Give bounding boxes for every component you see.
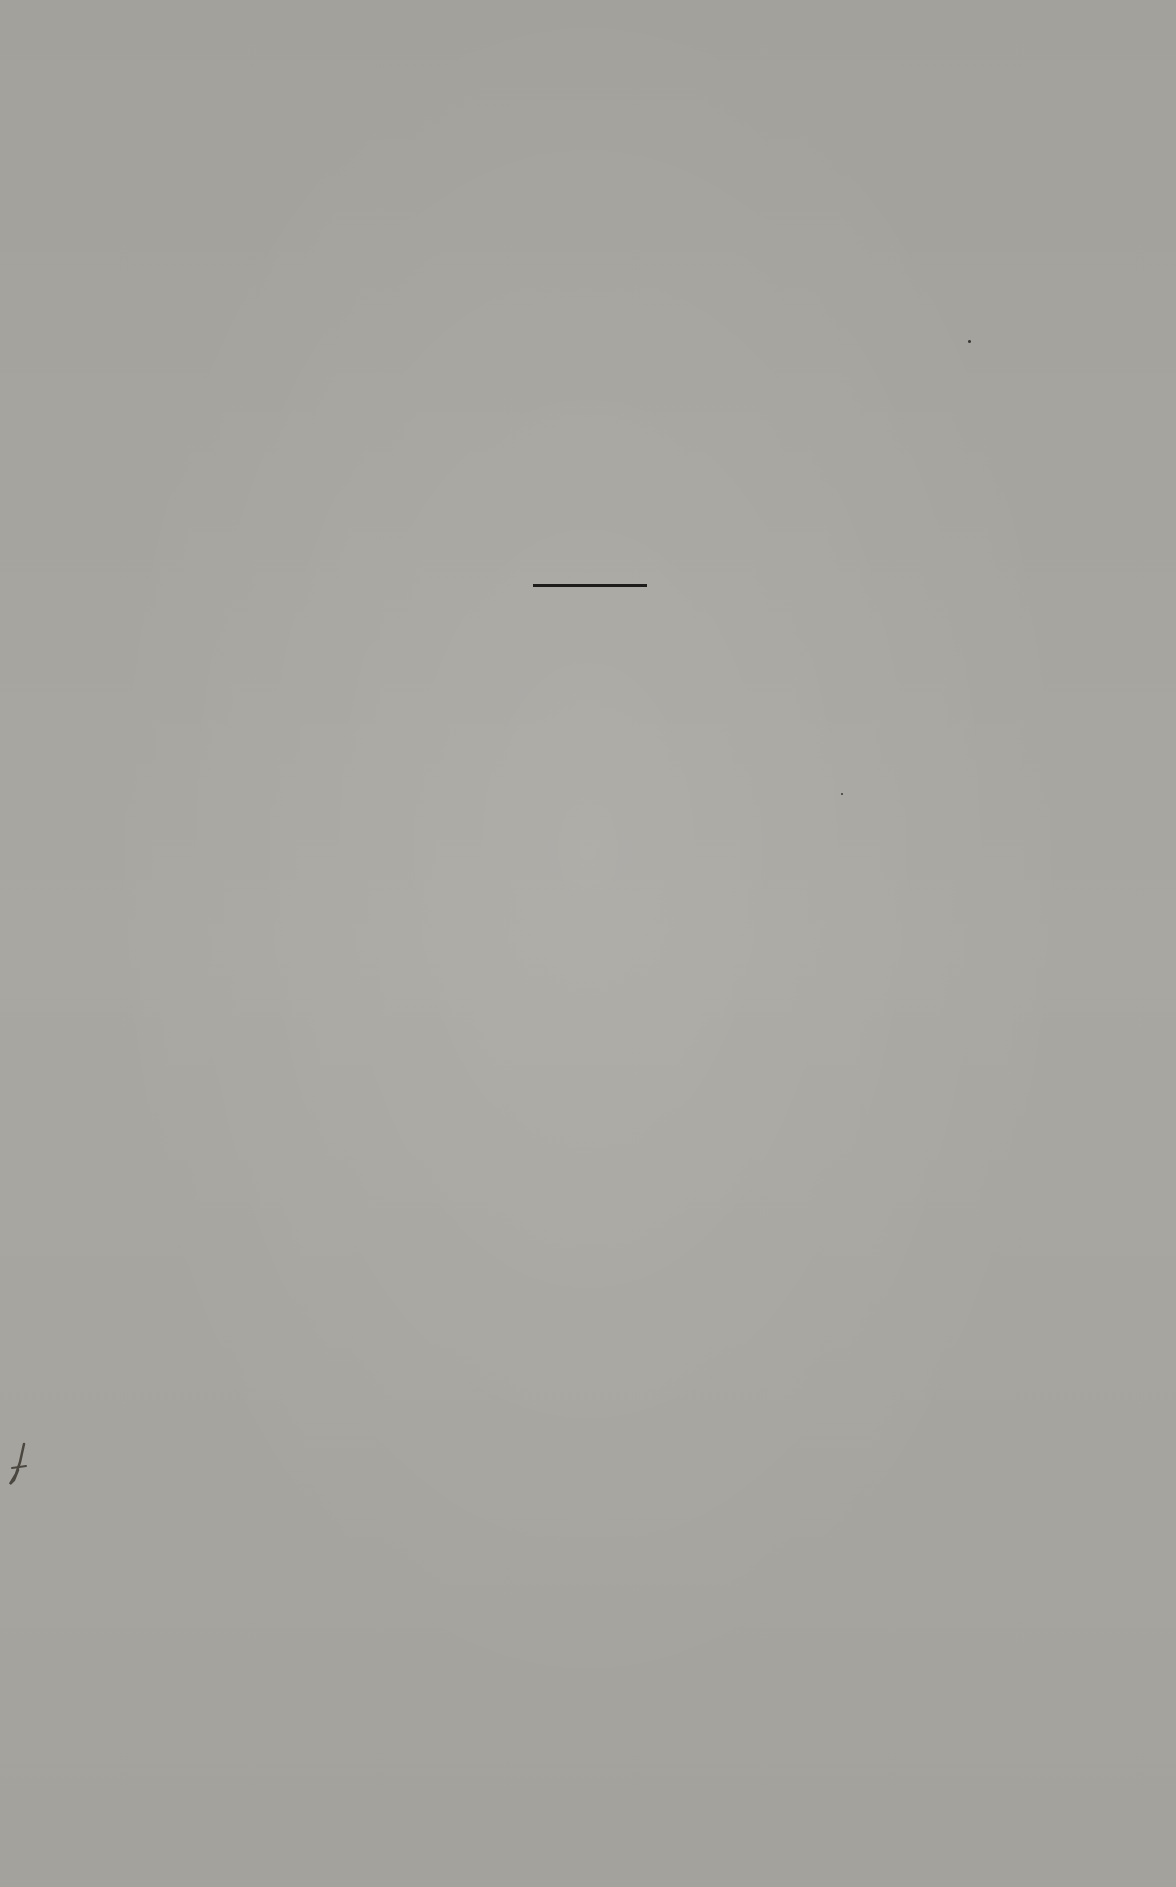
title-divider [533,584,647,587]
paper-speck [841,793,843,795]
paper-speck [968,340,971,343]
margin-ink-mark [6,1440,30,1500]
